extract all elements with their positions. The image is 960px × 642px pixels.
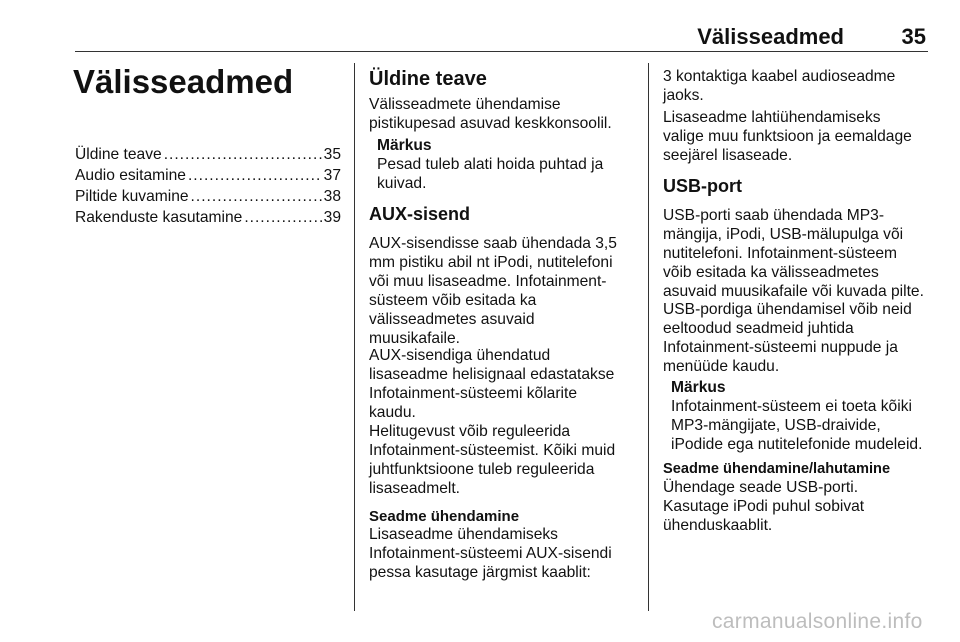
- text-line: USB-porti saab ühendada MP3-: [663, 207, 885, 224]
- toc-entry[interactable]: [75, 208, 341, 229]
- text-line: lisaseadmelt.: [369, 480, 461, 497]
- toc-leader-dots: [164, 145, 322, 164]
- text-line: kaudu.: [369, 404, 416, 421]
- paragraph-usb-1: [663, 206, 924, 301]
- text-line: lisaseadme helisignaal edastatakse: [369, 366, 615, 383]
- text-line: valige muu funktsioon ja eemaldage: [663, 128, 912, 145]
- text-line: süsteem võib esitada ka: [369, 292, 537, 309]
- note-label: Märkus: [377, 137, 432, 154]
- section-title-general: Üldine teave: [369, 68, 487, 90]
- column-divider: [648, 63, 649, 611]
- subsection-title-connect: Seadme ühendamine: [369, 508, 520, 525]
- toc-leader-dots: [244, 208, 321, 227]
- subsection-title-usb-connect: Seadme ühendamine/lahutamine: [663, 461, 891, 477]
- text-line: Infotainment-süsteemist. Kõiki muid: [369, 442, 616, 459]
- text-line: Pesad tuleb alati hoida puhtad ja: [377, 156, 604, 173]
- paragraph-connect: [369, 525, 612, 582]
- toc-entry-page: 39: [323, 209, 341, 226]
- note-clean-sockets: [369, 136, 603, 193]
- text-line: Lisaseadme ühendamiseks: [369, 526, 558, 543]
- watermark: carmanualsonline.info: [712, 610, 923, 633]
- text-line: või muu lisaseadme. Infotainment-: [369, 273, 607, 290]
- text-line: Helitugevust võib reguleerida: [369, 423, 571, 440]
- text-line: juhtfunktsioone tuleb reguleerida: [369, 461, 595, 478]
- toc-entry-label: Üldine teave: [75, 146, 162, 163]
- toc-entry-label: Audio esitamine: [75, 167, 186, 184]
- paragraph-usb-connect: [663, 478, 864, 535]
- text-line: pessa kasutage järgmist kaablit:: [369, 564, 591, 581]
- text-line: mm pistiku abil nt iPodi, nutitelefoni: [369, 254, 613, 271]
- page-number: 35: [901, 24, 926, 49]
- text-line: kuivad.: [377, 175, 427, 192]
- text-line: mängija, iPodi, USB-mälupulga või: [663, 226, 904, 243]
- toc-entry[interactable]: [75, 187, 341, 208]
- text-line: AUX-sisendiga ühendatud: [369, 347, 551, 364]
- text-line: eeltoodud seadmeid juhtida: [663, 320, 854, 337]
- paragraph-disconnect: [663, 108, 912, 165]
- text-line: 3 kontaktiga kaabel audioseadme: [663, 68, 896, 85]
- toc-entry-page: 35: [323, 146, 341, 163]
- text-line: Kasutage iPodi puhul sobivat: [663, 498, 865, 515]
- text-line: iPodide ega nutitelefonide mudeleid.: [671, 436, 923, 453]
- paragraph-intro: [369, 95, 612, 133]
- toc-entry-label: Piltide kuvamine: [75, 188, 189, 205]
- section-title-aux: AUX-sisend: [369, 204, 471, 224]
- header-rule: [75, 51, 928, 52]
- paragraph-aux-2: [369, 346, 614, 422]
- text-line: asuvaid muusikafaile või kuvada pilte.: [663, 283, 924, 300]
- text-line: MP3-mängijate, USB-draivide,: [671, 417, 881, 434]
- text-line: võib esitada ka välisseadmetes: [663, 264, 879, 281]
- note-usb-support: [663, 378, 922, 454]
- paragraph-usb-2: [663, 300, 912, 376]
- chapter-title: Välisseadmed: [73, 63, 294, 100]
- text-line: Infotainment-süsteemi nuppude ja: [663, 339, 898, 356]
- toc-entry-label: Rakenduste kasutamine: [75, 209, 243, 226]
- text-line: Lisaseadme lahtiühendamiseks: [663, 109, 881, 126]
- text-line: muusikafaile.: [369, 330, 461, 347]
- paragraph-aux-3: [369, 422, 615, 498]
- text-line: Ühendage seade USB-porti.: [663, 479, 859, 496]
- toc-entry-page: 38: [323, 188, 341, 205]
- paragraph-aux-1: [369, 234, 617, 348]
- text-line: pistikupesad asuvad keskkonsoolil.: [369, 115, 612, 132]
- text-line: nutitelefoni. Infotainment-süsteem: [663, 245, 898, 262]
- text-line: seejärel lisaseade.: [663, 147, 793, 164]
- text-line: Välisseadmete ühendamise: [369, 96, 561, 113]
- toc-leader-dots: [188, 166, 322, 185]
- toc-entry[interactable]: [75, 145, 341, 166]
- toc-leader-dots: [191, 187, 322, 206]
- toc-entry-page: 37: [323, 167, 341, 184]
- text-line: AUX-sisendisse saab ühendada 3,5: [369, 235, 617, 252]
- text-line: menüüde kaudu.: [663, 358, 780, 375]
- text-line: Infotainment-süsteemi kõlarite: [369, 385, 578, 402]
- text-line: USB-pordiga ühendamisel võib neid: [663, 301, 912, 318]
- text-line: välisseadmetes asuvaid: [369, 311, 535, 328]
- table-of-contents: [75, 145, 341, 229]
- text-line: Infotainment-süsteem ei toeta kõiki: [671, 398, 912, 415]
- text-line: ühenduskaablit.: [663, 517, 773, 534]
- running-header-title: Välisseadmed: [697, 24, 844, 49]
- text-line: jaoks.: [663, 87, 704, 104]
- note-label: Märkus: [671, 379, 726, 396]
- section-title-usb: USB-port: [663, 176, 742, 196]
- paragraph-cable: [663, 67, 895, 105]
- toc-entry[interactable]: [75, 166, 341, 187]
- text-line: Infotainment-süsteemi AUX-sisendi: [369, 545, 612, 562]
- column-divider: [354, 63, 355, 611]
